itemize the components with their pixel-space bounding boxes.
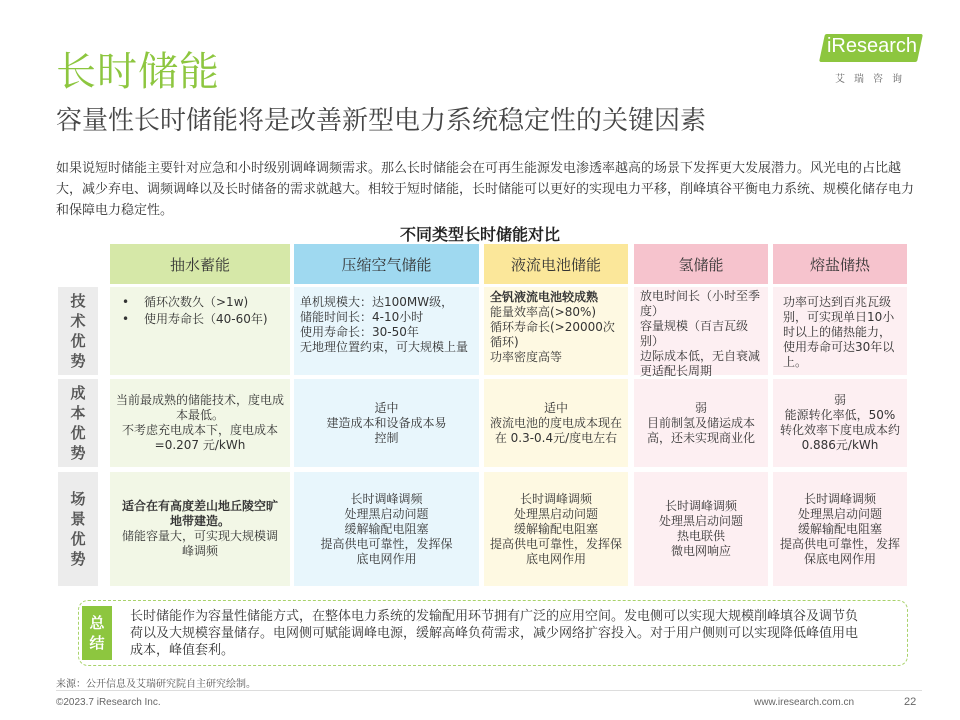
cell-tech-molten-salt — [773, 287, 907, 375]
cell-line: 单机规模大：达100MW级， — [300, 295, 454, 309]
summary-tag: 总结 — [82, 606, 112, 660]
cell-line: 放电时间长（小时至季度） — [640, 289, 761, 318]
cell-line: 弱 — [833, 393, 846, 407]
cell-cost-molten-salt — [773, 379, 907, 467]
cell-scene-compressed-air — [294, 472, 479, 586]
cell-line: 提高供电可靠性，发挥保底电网作用 — [490, 536, 623, 566]
cell-line: 能源转化率低，50%转化效率下度电成本约0.886元/kWh — [779, 408, 900, 452]
cell-line: 长时调峰调频 — [519, 491, 592, 506]
cell-line: 处理黑启动问题 — [344, 506, 429, 521]
column-header-pumped-hydro: 抽水蓄能 — [110, 244, 290, 284]
cell-line: 缓解输配电阻塞 — [797, 521, 882, 536]
cell-line: 缓解输配电阻塞 — [513, 521, 598, 536]
cell-line: 储能容量大，可实现大规模调峰调频 — [121, 529, 278, 558]
cell-line: 无地理位置约束，可大规模上量 — [300, 340, 469, 354]
cell-line: 提高供电可靠性，发挥保底电网作用 — [779, 536, 900, 566]
column-header-flow-battery: 液流电池储能 — [484, 244, 628, 284]
cell-line: 当前最成熟的储能技术，度电成本最低。 — [116, 393, 285, 422]
logo-subtext: 艾瑞咨询 — [835, 74, 911, 85]
cell-line: 不考虑充电成本下，度电成本=0.207 元/kWh — [121, 423, 278, 452]
cell-line: 处理黑启动问题 — [513, 506, 598, 521]
page-title: 长时储能 — [56, 49, 220, 95]
cell-line: 使用寿命长：30-50年 — [300, 325, 419, 339]
cell-line: 全钒液流电池较成熟 — [490, 290, 599, 304]
row-label-scene: 场景优势 — [58, 472, 98, 586]
page-number: 22 — [904, 696, 917, 708]
cell-tech-pumped-hydro — [110, 287, 290, 375]
source-note: 来源：公开信息及艾瑞研究院自主研究绘制。 — [56, 679, 256, 690]
cell-line: 容量规模（百吉瓦级别） — [640, 319, 749, 348]
cell-line: 长时调峰调频 — [664, 499, 737, 513]
cell-line: 功率可达到百兆瓦级别，可实现单日10小时以上的储热能力，使用寿命可达30年以上。 — [783, 295, 895, 369]
cell-cost-pumped-hydro — [110, 379, 290, 467]
row-label-cost: 成本优势 — [58, 379, 98, 467]
cell-line: 适合在有高度差山地丘陵空旷地带建造。 — [121, 499, 278, 528]
cell-line: 储能时间长：4-10小时 — [300, 310, 424, 324]
website-link: www.iresearch.com.cn — [754, 697, 855, 708]
cell-line: 适中 — [374, 400, 399, 415]
copyright: ©2023.7 iResearch Inc. — [56, 697, 161, 708]
cell-line: 长时调峰调频 — [803, 491, 876, 506]
cell-line: 目前制氢及储运成本高，还未实现商业化 — [646, 415, 755, 445]
cell-line: 循环寿命长(>20000次循环) — [490, 320, 615, 349]
cell-line: 边际成本低，无自衰减更适配长周期 — [640, 349, 761, 378]
cell-scene-hydrogen — [634, 472, 768, 586]
intro-paragraph: 如果说短时储能主要针对应急和小时级别调峰调频需求。那么长时储能会在可再生能源发电渗透率越高的场景下发挥更大发展潜力。风光电的占比越大，减少弃电、调频调峰以及长时储备的需求就越大。相较于短时储能，长时储能可以更好的实现电力平移，削峰填谷平衡电力系统、规模化储存电力和保障电力稳定性。 — [56, 161, 915, 218]
cell-scene-flow-battery — [484, 472, 628, 586]
page-subtitle: 容量性长时储能将是改善新型电力系统稳定性的关键因素 — [56, 106, 707, 136]
cell-tech-compressed-air — [294, 287, 479, 375]
cell-line: 能量效率高(>80%) — [490, 305, 597, 319]
cell-line: 微电网响应 — [670, 544, 731, 558]
cell-cost-flow-battery — [484, 379, 628, 467]
iresearch-logo — [816, 30, 928, 90]
cell-line: 建造成本和设备成本易控制 — [326, 415, 447, 445]
cell-line: 提高供电可靠性，发挥保底电网作用 — [320, 536, 453, 566]
cell-scene-molten-salt — [773, 472, 907, 586]
cell-line: 热电联供 — [676, 529, 725, 543]
column-header-compressed-air: 压缩空气储能 — [294, 244, 479, 284]
footer-divider — [56, 690, 922, 691]
column-header-hydrogen: 氢储能 — [634, 244, 768, 284]
cell-cost-hydrogen — [634, 379, 768, 467]
cell-line: 弱 — [694, 400, 707, 415]
table-title: 不同类型长时储能对比 — [399, 225, 560, 244]
cell-line: 处理黑启动问题 — [658, 514, 743, 528]
list-item: • 使用寿命长（40-60年) — [118, 312, 268, 327]
cell-line: 适中 — [543, 400, 568, 415]
cell-tech-hydrogen — [634, 287, 768, 378]
cell-line: 缓解输配电阻塞 — [344, 521, 429, 536]
cell-tech-flow-battery — [484, 287, 628, 375]
summary-text: 长时储能作为容量性储能方式，在整体电力系统的发输配用环节拥有广泛的应用空间。发电侧可以实现大规模削峰填谷及调节负荷以及大规模容量储存。电网侧可赋能调峰电源，缓解高峰负荷需求，减少网络扩容投入。对于用户侧则可以实现降低峰值用电成本，峰值套利。 — [130, 609, 859, 658]
row-label-tech: 技术优势 — [58, 287, 98, 375]
cell-line: 长时调峰调频 — [350, 491, 423, 506]
list-item: • 循环次数久（>1w) — [118, 295, 268, 310]
column-header-molten-salt: 熔盐储热 — [773, 244, 907, 284]
cell-cost-compressed-air — [294, 379, 479, 467]
cell-line: 液流电池的度电成本现在在 0.3-0.4元/度电左右 — [490, 415, 623, 445]
cell-line: 处理黑启动问题 — [797, 506, 882, 521]
logo-text: iResearch — [826, 35, 918, 57]
cell-scene-pumped-hydro — [110, 472, 290, 586]
cell-line: 功率密度高等 — [490, 350, 563, 364]
